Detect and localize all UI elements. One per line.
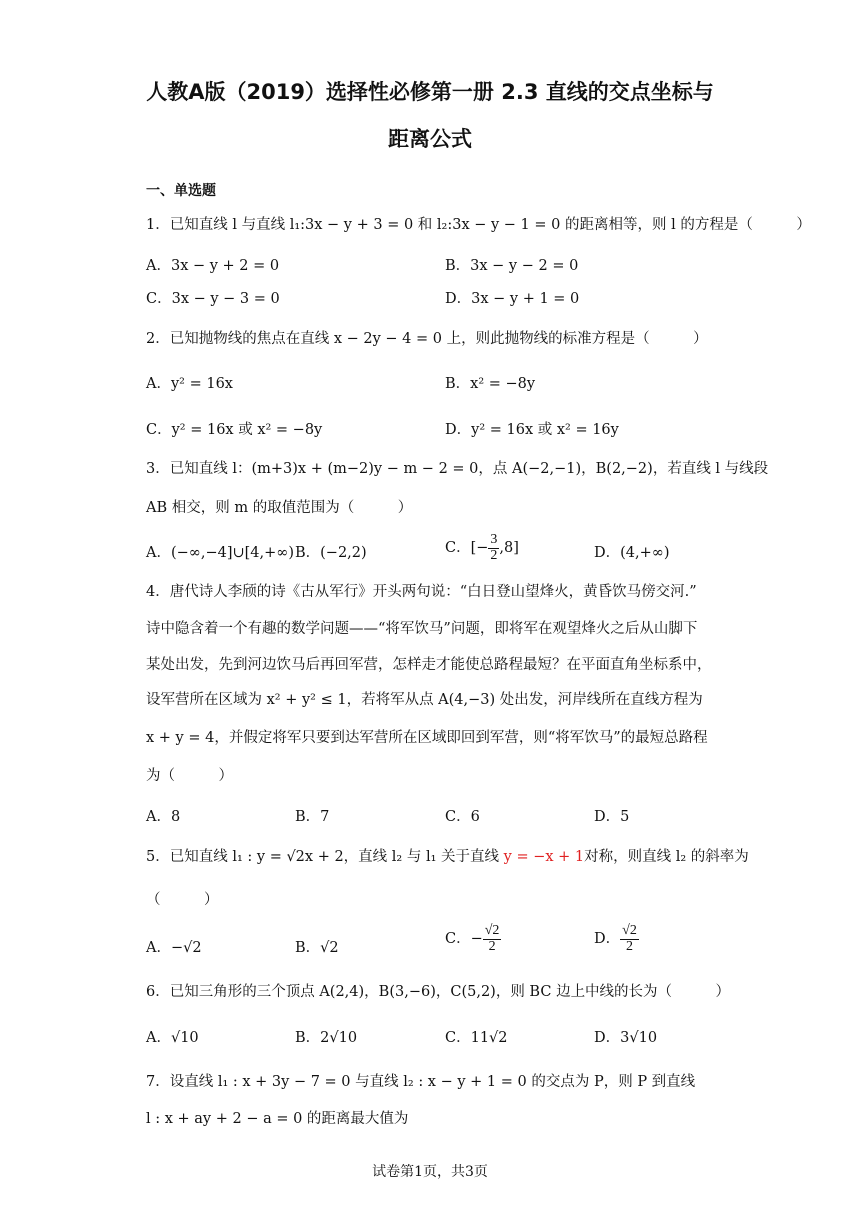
q5-option-b: B．√2 [295, 940, 339, 956]
q5-option-a: A．−√2 [146, 940, 202, 956]
question-7-line-1: 7．设直线 l₁ : x + 3y − 7 = 0 与直线 l₂ : x − y + 1 = 0 的交点为 P，则 P 到直线 [146, 1074, 696, 1090]
q5-text-before: 5．已知直线 l₁ : y = √2x + 2，直线 l₂ 与 l₁ 关于直线 [146, 849, 504, 865]
fraction-denominator: 2 [488, 938, 496, 954]
q4-option-d: D．5 [594, 809, 630, 825]
question-2: 2．已知抛物线的焦点在直线 x − 2y − 4 = 0 上，则此抛物线的标准方程是（ ） [146, 331, 708, 347]
q3-option-a: A．(−∞,−4]∪[4,+∞) [146, 545, 295, 561]
q4-option-a: A．8 [146, 809, 181, 825]
q5-option-d [594, 924, 639, 954]
q6-option-d: D．3√10 [594, 1030, 658, 1046]
q1-option-b: B．3x − y − 2 = 0 [445, 258, 579, 274]
question-4-line-3: 某处出发，先到河边饮马后再回军营，怎样走才能使总路程最短？在平面直角坐标系中， [146, 657, 712, 673]
question-4-line-6: 为（ ） [146, 768, 233, 784]
fraction-numerator: 3 [490, 532, 498, 547]
q4-option-b: B．7 [295, 809, 330, 825]
q5-option-c [445, 924, 501, 954]
question-3-line-1: 3．已知直线 l：(m+3)x + (m−2)y − m − 2 = 0，点 A(−2,−1)，B(2,−2)，若直线 l 与线段 [146, 461, 769, 477]
q2-option-d: D．y² = 16x 或 x² = 16y [445, 422, 619, 438]
question-6: 6．已知三角形的三个顶点 A(2,4)，B(3,−6)，C(5,2)，则 BC 边上中线的长为（ ） [146, 984, 731, 1000]
q2-option-b: B．x² = −8y [445, 376, 536, 392]
q3-option-c-prefix: C．[− [445, 540, 489, 557]
q5-option-d-fraction [620, 924, 639, 954]
q6-option-c: C．11√2 [445, 1030, 508, 1046]
title-line-1: 人教A版（2019）选择性必修第一册 2.3 直线的交点坐标与 [146, 80, 714, 104]
question-4-line-5: x + y = 4，并假定将军只要到达军营所在区域即回到军营，则“将军饮马”的最短总路程 [146, 730, 708, 746]
q3-option-c [445, 533, 519, 563]
q3-option-c-suffix: ,8] [499, 540, 519, 557]
q5-text-after: 对称，则直线 l₂ 的斜率为 [584, 849, 749, 865]
q1-option-a: A．3x − y + 2 = 0 [146, 258, 280, 274]
q6-option-a: A．√10 [146, 1030, 199, 1046]
q3-option-b: B．(−2,2) [295, 545, 367, 561]
section-heading: 一、单选题 [146, 183, 216, 199]
q3-option-c-fraction [488, 533, 499, 563]
question-4-line-2: 诗中隐含着一个有趣的数学问题——“将军饮马”问题，即将军在观望烽火之后从山脚下 [146, 621, 698, 637]
q5-option-c-fraction [483, 924, 502, 954]
q3-option-d: D．(4,+∞) [594, 545, 670, 561]
q4-option-c: C．6 [445, 809, 480, 825]
q1-option-d: D．3x − y + 1 = 0 [445, 291, 580, 307]
question-5-line-2: （ ） [146, 892, 219, 908]
q5-highlighted-equation: y = −x + 1 [503, 849, 585, 865]
q1-option-c: C．3x − y − 3 = 0 [146, 291, 280, 307]
fraction-denominator: 2 [490, 547, 498, 563]
question-4-line-4: 设军营所在区域为 x² + y² ≤ 1，若将军从点 A(4,−3) 处出发，河岸线所在直线方程为 [146, 692, 703, 708]
q2-option-c: C．y² = 16x 或 x² = −8y [146, 422, 323, 438]
title-line-2: 距离公式 [388, 127, 472, 151]
fraction-denominator: 2 [625, 938, 633, 954]
fraction-numerator: √2 [622, 923, 637, 938]
question-3-line-2: AB 相交，则 m 的取值范围为（ ） [146, 500, 413, 516]
q2-option-a: A．y² = 16x [146, 376, 233, 392]
question-1: 1．已知直线 l 与直线 l₁:3x − y + 3 = 0 和 l₂:3x − y − 1 = 0 的距离相等，则 l 的方程是（ ） [146, 217, 811, 233]
q5-option-c-prefix: C．− [445, 931, 483, 948]
q5-option-d-prefix: D． [594, 931, 621, 948]
fraction-numerator: √2 [484, 923, 500, 938]
q6-option-b: B．2√10 [295, 1030, 358, 1046]
page-footer: 试卷第1页，共3页 [372, 1164, 488, 1180]
question-7-line-2: l : x + ay + 2 − a = 0 的距离最大值为 [146, 1111, 409, 1127]
question-5-line-1 [146, 845, 749, 866]
question-4-line-1: 4．唐代诗人李颀的诗《古从军行》开头两句说：“白日登山望烽火，黄昏饮马傍交河.” [146, 584, 697, 600]
